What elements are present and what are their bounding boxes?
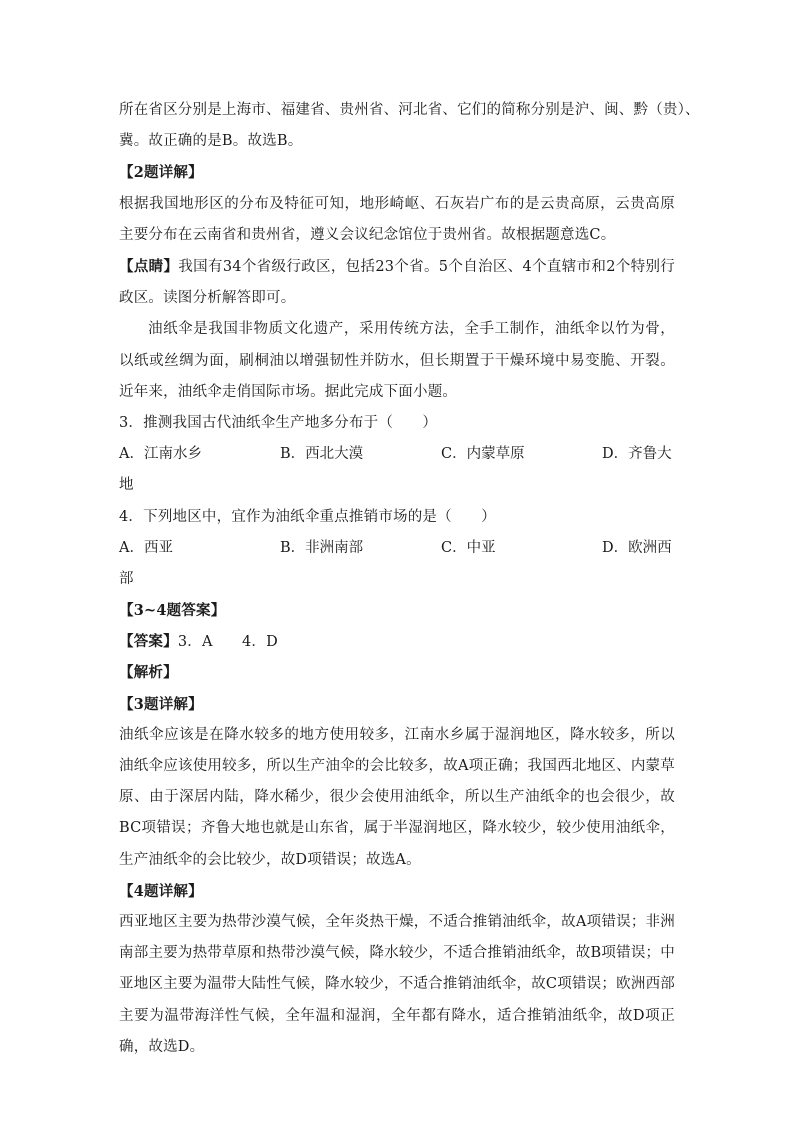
document-page [119,95,700,1063]
question-3-options [119,439,675,470]
paragraph-q1-explanation-line-1: 所在省区分别是上海市、福建省、贵州省、河北省、它们的简称分别是沪、闽、黔（贵）、 [119,102,700,118]
question-3-option-d: D．齐鲁大 [602,446,672,463]
question-3-stem: 3．推测我国古代油纸伞生产地多分布于（ ） [119,414,438,431]
paragraph-q4-explanation: 西亚地区主要为热带沙漠气候，全年炎热干燥，不适合推销油纸伞，故A项错误；非洲南部主要为热带草原和热带沙漠气候，降水较少，不适合推销油纸伞，故B项错误；中亚地区主要为温带大陆性气候，降水较少，不适合推销油纸伞，故C项错误；欧洲西部主要为温带海洋性气候，全年温和湿润，全年都有降水，适合推销油纸伞，故D项正确，故选D。 [119,914,675,1055]
question-3-option-b: B．西北大漠 [280,446,364,463]
answer-line [119,626,675,657]
answer-text: 3．A 4．D [177,634,278,651]
question-4-options [119,533,675,564]
question-4-option-c: C．中亚 [441,539,496,556]
question-4-option-a: A．西亚 [119,539,173,556]
heading-answer-group: 【3~4题答案】 [119,602,226,620]
heading-q3-detail: 【3题详解】 [119,695,203,713]
question-4-option-d-wrap: 部 [119,570,134,587]
question-3-option-a: A．江南水乡 [119,446,202,463]
dianjing-label: 【点睛】 [119,257,179,275]
heading-q4-detail: 【4题详解】 [119,882,203,900]
question-3-option-c: C．内蒙草原 [441,446,525,463]
paragraph-q2-explanation: 根据我国地形区的分布及特征可知，地形崎岖、石灰岩广布的是云贵高原，云贵高原主要分布在云南省和贵州省，遵义会议纪念馆位于贵州省。故根据题意选C。 [119,195,675,243]
paragraph-q1-explanation-line-2: 冀。故正确的是B。故选B。 [119,133,303,150]
question-4-stem: 4．下列地区中，宜作为油纸伞重点推销市场的是（ ） [119,508,496,525]
question-3-option-d-wrap: 地 [119,477,134,494]
heading-analysis: 【解析】 [119,664,178,682]
heading-q2-detail: 【2题详解】 [119,164,203,182]
paragraph-dianjing [119,251,675,314]
paragraph-intro-oil-paper-umbrella: 油纸伞是我国非物质文化遗产，采用传统方法，全手工制作，油纸伞以竹为骨，以纸或丝绸为面，刷桐油以增强韧性并防水，但长期置于干燥环境中易变脆、开裂。近年来，油纸伞走俏国际市场。据此完成下面小题。 [119,321,675,400]
question-4-option-b: B．非洲南部 [280,539,364,556]
paragraph-q3-explanation: 油纸伞应该是在降水较多的地方使用较多，江南水乡属于湿润地区，降水较多，所以油纸伞应该使用较多，所以生产油伞的会比较多，故A项正确；我国西北地区、内蒙草原、由于深居内陆，降水稀少，很少会使用油纸伞，所以生产油纸伞的也会很少，故BC项错误；齐鲁大地也就是山东省，属于半湿润地区，降水较少，较少使用油纸伞，生产油纸伞的会比较少，故D项错误；故选A。 [119,726,675,868]
dianjing-text: 我国有34个省级行政区，包括23个省。5个自治区、4个直辖市和2个特别行政区。读图分析解答即可。 [119,258,675,307]
question-4-option-d: D．欧洲西 [602,539,672,556]
answer-label: 【答案】 [119,633,178,651]
